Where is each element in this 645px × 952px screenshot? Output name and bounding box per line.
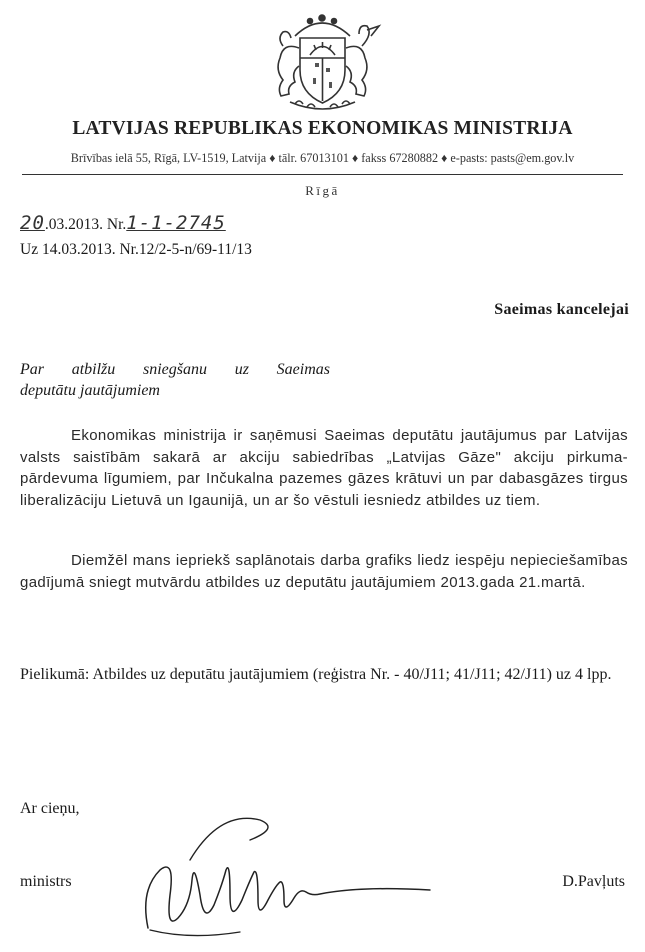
ministry-contacts: Brīvības ielā 55, Rīgā, LV-1519, Latvija ♦ tālr. 67013101 ♦ fakss 67280882 ♦ e-pasts: pasts@em.gov.lv [70, 151, 575, 165]
reference-line: Uz 14.03.2013. Nr.12/2-5-n/69-11/13 [20, 241, 252, 258]
date-rest: .03.2013. Nr. [44, 216, 127, 233]
city-name: Rīgā [305, 183, 340, 198]
subject-line-1: Par atbilžu sniegšanu uz Saeimas [20, 361, 330, 378]
signer-position: ministrs [20, 873, 72, 890]
ministry-name: LATVIJAS REPUBLIKAS EKONOMIKAS MINISTRIJA [72, 118, 573, 139]
body-paragraph-2: Diemžēl mans iepriekš saplānotais darba grafiks liedz iespēju nepieciešamības gadījumā sniegt mutvārdu atbildes uz deputātu jautājumiem 2013.gada 21.martā. [20, 552, 628, 591]
recipient: Saeimas kancelejai [494, 301, 629, 318]
handwritten-signature-icon [130, 800, 450, 950]
signer-name: D.Pavļuts [562, 873, 625, 890]
letter-subject [20, 359, 330, 401]
latvia-coat-of-arms-icon [255, 8, 390, 118]
attachment-note: Pielikumā: Atbildes uz deputātu jautājumiem (reģistra Nr. - 40/J11; 41/J11; 42/J11) uz 4 lpp. [20, 666, 612, 683]
subject-line-2: deputātu jautājumiem [20, 382, 160, 399]
document-number-handwritten: 1-1-2745 [126, 212, 226, 234]
date-day-handwritten: 20 [20, 212, 45, 234]
closing-regards: Ar cieņu, [20, 800, 80, 817]
body-paragraph-1: Ekonomikas ministrija ir saņēmusi Saeimas deputātu jautājumus par Latvijas valsts saistībām sakarā ar akciju sabiedrības „Latvijas Gāze" akciju pirkuma-pārdevuma līgumiem, par Inčukalna pazemes gāzes krātuvi un par dabasgāzes tirgus liberalizāciju Lietuvā un Igaunijā, un ar šo vēstuli iesniedz atbildes uz tiem. [20, 427, 628, 509]
document-date-number [20, 212, 226, 234]
header-divider [22, 174, 623, 175]
